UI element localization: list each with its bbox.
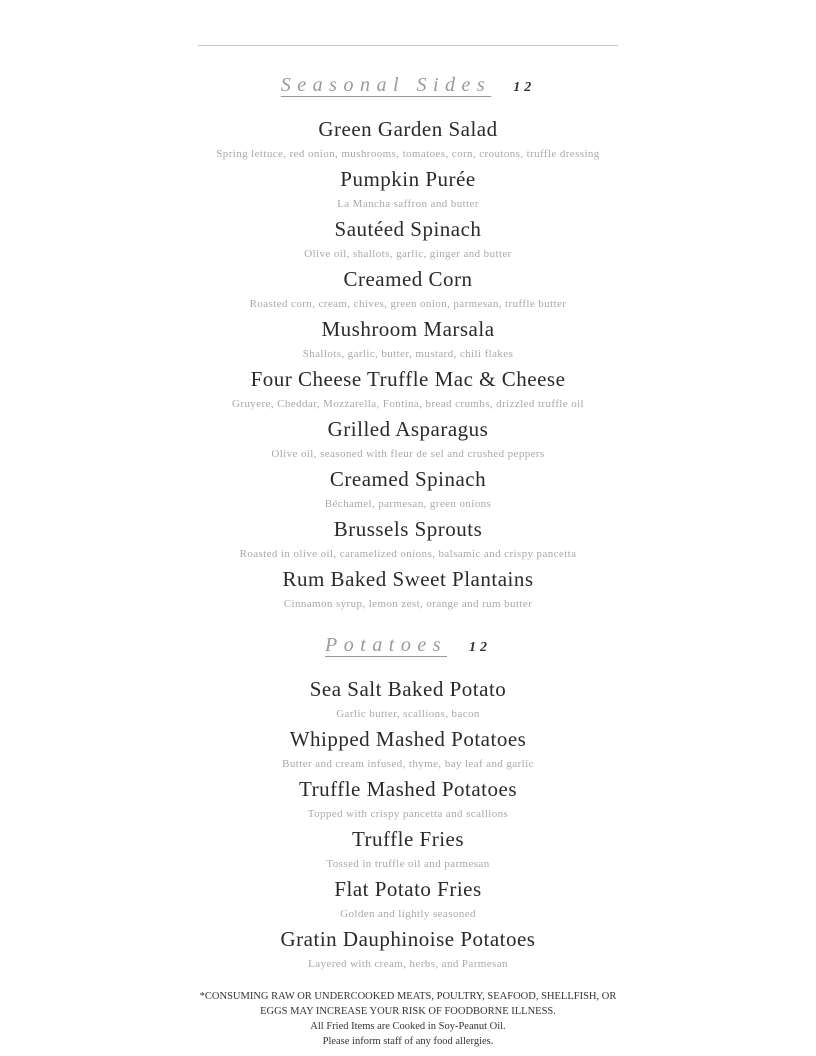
item-description: Garlic butter, scallions, bacon	[336, 708, 480, 720]
item-description: Shallots, garlic, butter, mustard, chili flakes	[302, 348, 514, 360]
item-description: Roasted in olive oil, caramelized onions, balsamic and crispy pancetta	[239, 548, 577, 560]
section-price: 12	[469, 640, 491, 655]
item-name: Truffle Mashed Potatoes	[299, 777, 517, 801]
item-description: Butter and cream infused, thyme, bay leaf and garlic	[282, 758, 534, 770]
item-name: Pumpkin Purée	[340, 167, 476, 191]
item-description: Olive oil, shallots, garlic, ginger and butter	[304, 248, 512, 260]
item-description: Béchamel, parmesan, green onions	[324, 498, 492, 510]
disclaimer-line: Please inform staff of any food allergies.	[322, 1036, 494, 1047]
item-name: Four Cheese Truffle Mac & Cheese	[250, 367, 566, 391]
item-name: Green Garden Salad	[318, 117, 498, 141]
menu-item	[0, 266, 816, 311]
item-name: Truffle Fries	[351, 827, 465, 851]
section-price: 12	[513, 80, 536, 95]
menu-item	[0, 566, 816, 611]
section-title: Potatoes	[325, 634, 447, 656]
menu-item	[0, 116, 816, 161]
menu-item	[0, 926, 816, 971]
menu-item	[0, 216, 816, 261]
item-name: Creamed Corn	[343, 267, 473, 291]
item-description: Roasted corn, cream, chives, green onion, parmesan, truffle butter	[249, 298, 567, 310]
menu-item	[0, 676, 816, 721]
item-name: Mushroom Marsala	[321, 317, 495, 341]
item-description: La Mancha saffron and butter	[337, 198, 479, 210]
top-divider	[198, 45, 618, 46]
item-description: Gruyere, Cheddar, Mozzarella, Fontina, bread crumbs, drizzled truffle oil	[231, 398, 585, 410]
menu-item	[0, 366, 816, 411]
section-heading-seasonal-sides	[0, 74, 816, 97]
item-name: Whipped Mashed Potatoes	[289, 727, 527, 751]
item-description: Topped with crispy pancetta and scallions	[307, 808, 509, 820]
item-description: Spring lettuce, red onion, mushrooms, tomatoes, corn, croutons, truffle dressing	[216, 148, 600, 160]
menu-item	[0, 826, 816, 871]
menu-item	[0, 166, 816, 211]
item-description: Layered with cream, herbs, and Parmesan	[308, 958, 508, 970]
menu-item	[0, 726, 816, 771]
item-description: Tossed in truffle oil and parmesan	[326, 858, 490, 870]
allergy-disclaimer	[0, 989, 816, 1049]
item-name: Sautéed Spinach	[334, 217, 482, 241]
section-title: Seasonal Sides	[280, 74, 492, 96]
item-description: Olive oil, seasoned with fleur de sel and crushed peppers	[271, 448, 545, 460]
disclaimer-line: EGGS MAY INCREASE YOUR RISK OF FOODBORNE ILLNESS.	[260, 1006, 556, 1017]
item-description: Golden and lightly seasoned	[340, 908, 476, 920]
menu-item	[0, 876, 816, 921]
item-description: Cinnamon syrup, lemon zest, orange and rum butter	[283, 598, 533, 610]
item-name: Grilled Asparagus	[327, 417, 489, 441]
menu-item	[0, 516, 816, 561]
item-name: Brussels Sprouts	[333, 517, 483, 541]
item-name: Flat Potato Fries	[334, 877, 482, 901]
menu-item	[0, 776, 816, 821]
disclaimer-line: All Fried Items are Cooked in Soy-Peanut Oil.	[310, 1021, 506, 1032]
disclaimer-line: *CONSUMING RAW OR UNDERCOOKED MEATS, POULTRY, SEAFOOD, SHELLFISH, OR	[199, 991, 617, 1002]
item-name: Sea Salt Baked Potato	[309, 677, 507, 701]
item-name: Rum Baked Sweet Plantains	[282, 567, 534, 591]
menu-item	[0, 416, 816, 461]
item-name: Creamed Spinach	[329, 467, 487, 491]
item-name: Gratin Dauphinoise Potatoes	[280, 927, 536, 951]
section-heading-potatoes	[0, 634, 816, 657]
menu-item	[0, 316, 816, 361]
menu-item	[0, 466, 816, 511]
